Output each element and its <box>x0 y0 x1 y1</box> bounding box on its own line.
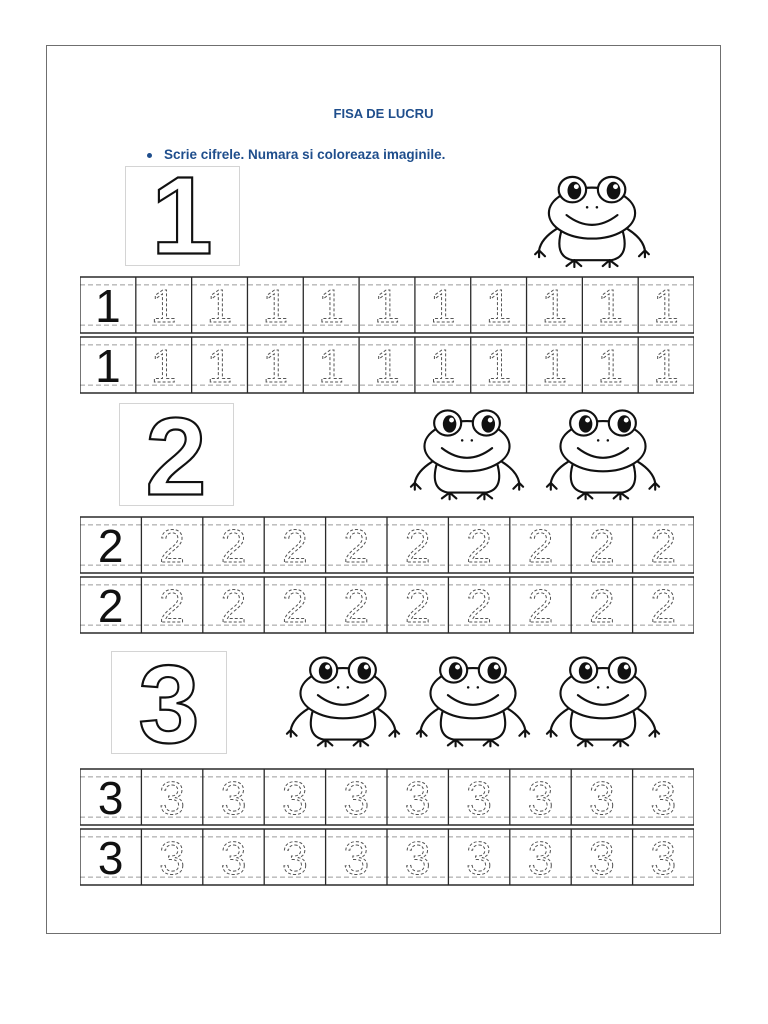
worksheet-page <box>46 45 721 934</box>
dotted-digit: 2 <box>159 579 185 632</box>
model-digit-cell[interactable] <box>80 337 121 393</box>
dotted-digit: 2 <box>589 519 615 572</box>
tracing-grid-3 <box>80 768 694 891</box>
instruction-text: Scrie cifrele. Numara si coloreaza imaginile. <box>164 147 446 162</box>
tracing-grid-svg <box>80 768 694 886</box>
trace-digit-cell[interactable] <box>510 517 553 573</box>
dotted-digit: 2 <box>343 519 370 572</box>
trace-digit-cell[interactable] <box>141 769 184 825</box>
dotted-digit: 3 <box>589 771 615 824</box>
trace-digit-cell[interactable] <box>141 577 184 633</box>
dotted-digit: 3 <box>527 831 554 884</box>
dotted-digit: 1 <box>430 279 456 332</box>
dotted-digit: 3 <box>159 771 185 824</box>
trace-digit-cell[interactable] <box>387 517 430 573</box>
trace-digit-cell[interactable] <box>203 769 246 825</box>
tracing-grid-1 <box>80 276 694 399</box>
trace-digit-cell[interactable] <box>448 829 491 885</box>
frog-icon[interactable] <box>285 649 401 754</box>
trace-digit-cell[interactable] <box>264 517 307 573</box>
trace-digit-cell[interactable] <box>415 337 456 393</box>
trace-digit-cell[interactable] <box>303 277 344 333</box>
dotted-digit: 1 <box>541 279 568 332</box>
tracing-grid-svg <box>80 516 694 634</box>
tracing-row <box>80 277 694 333</box>
dotted-digit: 3 <box>282 831 308 884</box>
trace-digit-cell[interactable] <box>571 829 614 885</box>
trace-digit-cell[interactable] <box>264 829 307 885</box>
trace-digit-cell[interactable] <box>387 829 430 885</box>
dotted-digit: 1 <box>206 279 233 332</box>
model-digit-cell[interactable] <box>80 277 121 333</box>
dotted-digit: 2 <box>466 579 492 632</box>
model-digit-cell[interactable] <box>80 517 123 573</box>
dotted-digit: 2 <box>650 519 677 572</box>
trace-digit-cell[interactable] <box>448 769 491 825</box>
tracing-grid-2 <box>80 516 694 639</box>
trace-digit-cell[interactable] <box>264 769 307 825</box>
dotted-digit: 3 <box>282 771 308 824</box>
model-digit: 1 <box>95 279 121 332</box>
trace-digit-cell[interactable] <box>326 577 369 633</box>
tracing-row <box>80 829 694 885</box>
trace-digit-cell[interactable] <box>582 337 623 393</box>
dotted-digit: 2 <box>527 579 554 632</box>
trace-digit-cell[interactable] <box>326 769 369 825</box>
dotted-digit: 1 <box>262 279 289 332</box>
trace-digit-cell[interactable] <box>571 577 614 633</box>
trace-digit-cell[interactable] <box>448 577 491 633</box>
trace-digit-cell[interactable] <box>247 277 288 333</box>
dotted-digit: 3 <box>466 831 492 884</box>
tracing-row <box>80 769 694 825</box>
trace-digit-cell[interactable] <box>326 829 369 885</box>
worksheet-title: FISA DE LUCRU <box>333 106 434 121</box>
frog-icon[interactable] <box>545 649 661 754</box>
model-digit-cell[interactable] <box>80 829 123 885</box>
dotted-digit: 1 <box>318 339 344 392</box>
dotted-digit: 2 <box>650 579 677 632</box>
model-digit: 3 <box>97 771 124 824</box>
trace-digit-cell[interactable] <box>633 829 676 885</box>
dotted-digit: 2 <box>527 519 554 572</box>
model-digit: 1 <box>95 339 121 392</box>
trace-digit-cell[interactable] <box>141 517 184 573</box>
trace-digit-cell[interactable] <box>448 517 491 573</box>
dotted-digit: 1 <box>318 279 344 332</box>
trace-digit-cell[interactable] <box>136 277 177 333</box>
dotted-digit: 2 <box>589 579 615 632</box>
dotted-digit: 2 <box>404 519 431 572</box>
trace-digit-cell[interactable] <box>471 337 512 393</box>
dotted-digit: 1 <box>485 279 512 332</box>
dotted-digit: 1 <box>653 279 679 332</box>
tracing-row <box>80 577 694 633</box>
trace-digit-cell[interactable] <box>192 277 233 333</box>
dotted-digit: 1 <box>374 339 400 392</box>
dotted-digit: 1 <box>430 339 456 392</box>
model-digit: 3 <box>97 831 124 884</box>
trace-digit-cell[interactable] <box>141 829 184 885</box>
dotted-digit: 1 <box>653 339 679 392</box>
dotted-digit: 1 <box>541 339 568 392</box>
model-digit-cell[interactable] <box>80 577 123 633</box>
tracing-row <box>80 337 694 393</box>
frog-icon[interactable] <box>409 402 525 507</box>
frog-icon[interactable] <box>533 170 651 273</box>
big-digit-2 <box>119 403 234 506</box>
trace-digit-cell[interactable] <box>527 277 568 333</box>
dotted-digit: 3 <box>404 831 431 884</box>
dotted-digit: 3 <box>343 771 370 824</box>
trace-digit-cell[interactable] <box>326 517 369 573</box>
dotted-digit: 3 <box>650 831 677 884</box>
model-digit-cell[interactable] <box>80 769 123 825</box>
dotted-digit: 3 <box>220 831 247 884</box>
trace-digit-cell[interactable] <box>387 769 430 825</box>
trace-digit-cell[interactable] <box>510 829 553 885</box>
trace-digit-cell[interactable] <box>638 277 679 333</box>
big-digit-3-text: 3 <box>138 651 200 754</box>
dotted-digit: 2 <box>404 579 431 632</box>
trace-digit-cell[interactable] <box>633 577 676 633</box>
model-digit: 2 <box>97 519 124 572</box>
trace-digit-cell[interactable] <box>527 337 568 393</box>
dotted-digit: 1 <box>150 279 177 332</box>
tracing-row <box>80 517 694 573</box>
dotted-digit: 1 <box>150 339 177 392</box>
trace-digit-cell[interactable] <box>571 517 614 573</box>
trace-digit-cell[interactable] <box>203 517 246 573</box>
bullet-icon <box>147 153 152 158</box>
trace-digit-cell[interactable] <box>571 769 614 825</box>
trace-digit-cell[interactable] <box>633 517 676 573</box>
dotted-digit: 3 <box>527 771 554 824</box>
dotted-digit: 2 <box>343 579 370 632</box>
trace-digit-cell[interactable] <box>415 277 456 333</box>
instruction <box>147 147 445 162</box>
dotted-digit: 3 <box>343 831 370 884</box>
dotted-digit: 2 <box>220 519 247 572</box>
dotted-digit: 1 <box>597 279 624 332</box>
big-digit-2-text: 2 <box>145 403 207 506</box>
dotted-digit: 3 <box>220 771 247 824</box>
trace-digit-cell[interactable] <box>510 577 553 633</box>
trace-digit-cell[interactable] <box>359 277 400 333</box>
trace-digit-cell[interactable] <box>303 337 344 393</box>
dotted-digit: 1 <box>597 339 624 392</box>
dotted-digit: 3 <box>589 831 615 884</box>
dotted-digit: 1 <box>262 339 289 392</box>
big-digit-1 <box>125 166 240 266</box>
dotted-digit: 3 <box>650 771 677 824</box>
trace-digit-cell[interactable] <box>136 337 177 393</box>
trace-digit-cell[interactable] <box>359 337 400 393</box>
dotted-digit: 3 <box>404 771 431 824</box>
trace-digit-cell[interactable] <box>510 769 553 825</box>
dotted-digit: 3 <box>466 771 492 824</box>
dotted-digit: 2 <box>282 519 308 572</box>
trace-digit-cell[interactable] <box>264 577 307 633</box>
big-digit-3 <box>111 651 227 754</box>
frog-icon[interactable] <box>415 649 531 754</box>
frog-icon[interactable] <box>545 402 661 507</box>
trace-digit-cell[interactable] <box>203 829 246 885</box>
model-digit: 2 <box>97 579 124 632</box>
dotted-digit: 3 <box>159 831 185 884</box>
trace-digit-cell[interactable] <box>192 337 233 393</box>
trace-digit-cell[interactable] <box>203 577 246 633</box>
trace-digit-cell[interactable] <box>247 337 288 393</box>
trace-digit-cell[interactable] <box>633 769 676 825</box>
trace-digit-cell[interactable] <box>387 577 430 633</box>
dotted-digit: 2 <box>159 519 185 572</box>
trace-digit-cell[interactable] <box>471 277 512 333</box>
tracing-grid-svg <box>80 276 694 394</box>
dotted-digit: 1 <box>206 339 233 392</box>
trace-digit-cell[interactable] <box>638 337 679 393</box>
dotted-digit: 2 <box>282 579 308 632</box>
dotted-digit: 1 <box>374 279 400 332</box>
trace-digit-cell[interactable] <box>582 277 623 333</box>
dotted-digit: 1 <box>485 339 512 392</box>
dotted-digit: 2 <box>220 579 247 632</box>
dotted-digit: 2 <box>466 519 492 572</box>
big-digit-1-text: 1 <box>151 166 213 266</box>
